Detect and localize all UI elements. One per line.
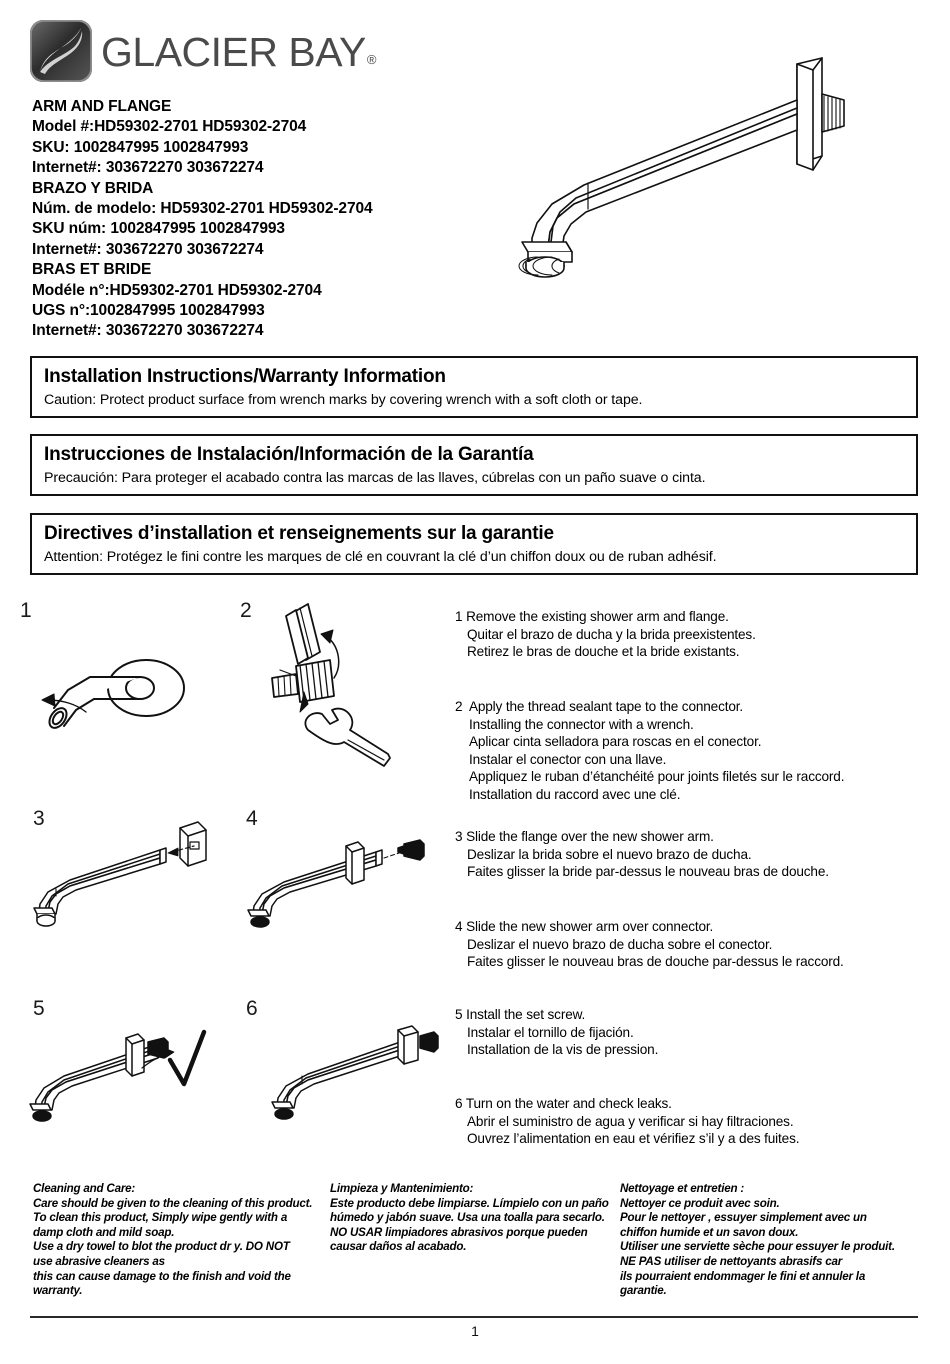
step-line: Deslizar la brida sobre el nuevo brazo de ducha.: [467, 846, 752, 862]
glacier-bay-swoosh-logo-icon: [30, 20, 92, 82]
figure-2: [238, 600, 453, 785]
step-line: Abrir el suministro de agua y verificar si hay filtraciones.: [467, 1113, 794, 1129]
threaded-connector-with-wrench-diagram-icon: [272, 604, 390, 766]
step-line: Retirez le bras de douche et la bride existants.: [467, 644, 740, 660]
step-line: Installation du raccord avec une clé.: [469, 786, 681, 802]
product-info-line: BRAZO Y BRIDA: [32, 179, 154, 197]
step-line: [455, 698, 915, 716]
figure-number: 3: [33, 807, 45, 830]
step-line: Instalar el tornillo de fijación.: [467, 1024, 634, 1040]
care-line: NE PAS utiliser de nettoyants abrasifs car: [620, 1254, 843, 1268]
care-line: húmedo y jabón suave. Usa una toalla para secarlo.: [330, 1211, 605, 1225]
figure-4: [238, 808, 463, 958]
step-number: 4: [455, 919, 463, 934]
step-number: 5: [455, 1007, 463, 1022]
care-line: damp cloth and mild soap.: [33, 1225, 175, 1239]
product-info-line: Internet#: 303672270 303672274: [32, 240, 264, 258]
brand-wordmark: [101, 28, 376, 75]
care-line: Cleaning and Care:: [33, 1182, 136, 1195]
figure-5: [18, 998, 243, 1153]
step-line: [455, 608, 915, 626]
care-line: Use a dry towel to blot the product dr y. DO NOT: [33, 1240, 290, 1254]
instruction-box-title: Instrucciones de Instalación/Información de la Garantía: [44, 444, 534, 465]
shower-arm-and-flange-illustration-icon: [488, 52, 878, 282]
figure-number: 6: [246, 997, 258, 1020]
step-number: 2: [455, 699, 463, 714]
brand-name: GLACIER BAY: [101, 28, 366, 75]
step-text: Remove the existing shower arm and flange.: [466, 609, 729, 624]
step-line: [455, 828, 915, 846]
new-shower-arm-with-flange-sliding-diagram-icon: [34, 822, 206, 926]
product-info-line: Núm. de modelo: HD59302-2701 HD59302-2704: [32, 200, 373, 218]
step-line: Quitar el brazo de ducha y la brida preexistentes.: [467, 626, 756, 642]
step-4: [455, 918, 915, 971]
figure-number: 5: [33, 997, 45, 1020]
step-line: Installation de la vis de pression.: [467, 1042, 659, 1058]
product-info-line: ARM AND FLANGE: [32, 98, 172, 115]
care-line: ils pourraient endommager le fini et annuler la: [620, 1269, 866, 1283]
step-3: [455, 828, 915, 881]
brand-logo: [30, 20, 375, 82]
cleaning-and-care-spanish: [330, 1182, 620, 1255]
step-text: Apply the thread sealant tape to the connector.: [468, 699, 744, 714]
step-line: [455, 1006, 915, 1024]
old-shower-arm-with-flange-removal-diagram-icon: [42, 660, 184, 731]
care-line: Nettoyage et entretien :: [620, 1182, 745, 1195]
step-number: 6: [455, 1096, 463, 1111]
figure-3: [18, 808, 243, 958]
step-line: Deslizar el nuevo brazo de ducha sobre el conector.: [467, 936, 773, 952]
step-5: [455, 1006, 915, 1059]
step-line: [455, 1095, 915, 1113]
product-info-line: SKU núm: 1002847995 1002847993: [32, 220, 285, 238]
set-screw-install-checkmark-diagram-icon: [30, 1032, 204, 1121]
care-line: warranty.: [33, 1284, 83, 1298]
completed-shower-arm-assembly-diagram-icon: [272, 1026, 438, 1119]
step-line: Aplicar cinta selladora para roscas en el conector.: [469, 734, 762, 750]
registered-mark-icon: ®: [366, 51, 376, 67]
product-identification-block: [32, 97, 502, 342]
step-line: Faites glisser le nouveau bras de douche par-dessus le raccord.: [467, 954, 844, 970]
instruction-box-spanish: [30, 434, 918, 496]
step-line: [455, 918, 915, 936]
care-line: this can cause damage to the finish and void the: [33, 1269, 291, 1283]
care-line: causar daños al acabado.: [330, 1240, 467, 1254]
care-line: Nettoyer ce produit avec soin.: [620, 1196, 780, 1210]
care-line: chiffon humide et un savon doux.: [620, 1225, 799, 1239]
product-info-line: BRAS ET BRIDE: [32, 261, 152, 279]
product-info-line: Model #:HD59302-2701 HD59302-2704: [32, 118, 307, 136]
step-text: Slide the new shower arm over connector.: [466, 919, 714, 934]
care-line: To clean this product, Simply wipe gently with a: [33, 1211, 288, 1225]
care-line: Utiliser une serviette sèche pour essuyer le produit.: [620, 1240, 895, 1254]
footer-divider: [30, 1316, 918, 1318]
step-2: [455, 698, 915, 804]
figure-number: 2: [240, 599, 252, 622]
care-line: Limpieza y Mantenimiento:: [330, 1182, 474, 1195]
step-line: Ouvrez l’alimentation en eau et vérifiez s’il y a des fuites.: [467, 1131, 800, 1147]
step-number: 3: [455, 829, 463, 844]
care-line: garantie.: [620, 1284, 667, 1298]
step-6: [455, 1095, 915, 1148]
instruction-box-english: [30, 356, 918, 418]
step-line: Instalar el conector con una llave.: [469, 751, 667, 767]
step-line: Faites glisser la bride par-dessus le nouveau bras de douche.: [467, 864, 829, 880]
product-info-line: SKU: 1002847995 1002847993: [32, 138, 249, 156]
instruction-box-title: Directives d’installation et renseignements sur la garantie: [44, 523, 554, 544]
cleaning-and-care-english: [33, 1182, 333, 1299]
care-line: Este producto debe limpiarse. Límpielo con un paño: [330, 1196, 609, 1210]
instruction-box-french: [30, 513, 918, 575]
cleaning-and-care-french: [620, 1182, 930, 1299]
care-line: Care should be given to the cleaning of this product.: [33, 1196, 313, 1210]
care-line: use abrasive cleaners as: [33, 1254, 165, 1268]
step-text: Install the set screw.: [466, 1007, 586, 1022]
figure-number: 1: [20, 599, 32, 622]
page-number: 1: [471, 1323, 479, 1339]
step-line: Appliquez le ruban d’étanchéité pour joints filetés sur le raccord.: [469, 769, 845, 785]
product-info-line: Internet#: 303672270 303672274: [32, 322, 264, 340]
care-line: Pour le nettoyer , essuyer simplement avec un: [620, 1211, 867, 1225]
instruction-box-caution: Attention: Protégez le fini contre les marques de clé en couvrant la clé d’un chiffon doux ou de ruban adhésif.: [44, 549, 717, 565]
product-info-line: Modéle n°:HD59302-2701 HD59302-2704: [32, 281, 322, 299]
figure-1: [18, 600, 233, 775]
instruction-box-title: Installation Instructions/Warranty Information: [44, 366, 446, 387]
step-text: Slide the flange over the new shower arm.: [466, 829, 714, 844]
step-number: 1: [455, 609, 463, 624]
step-line: Installing the connector with a wrench.: [469, 716, 694, 732]
shower-arm-with-connector-insert-diagram-icon: [248, 840, 424, 927]
figure-6: [238, 998, 463, 1153]
instruction-box-caution: Caution: Protect product surface from wrench marks by covering wrench with a soft cloth or tape.: [44, 392, 643, 408]
product-info-line: UGS n°:1002847995 1002847993: [32, 302, 265, 320]
step-text: Turn on the water and check leaks.: [465, 1096, 672, 1111]
care-line: NO USAR limpiadores abrasivos porque pueden: [330, 1225, 588, 1239]
instruction-box-caution: Precaución: Para proteger el acabado contra las marcas de las llaves, cúbrelas con un paño suave o cinta.: [44, 470, 706, 486]
product-info-line: Internet#: 303672270 303672274: [32, 159, 264, 177]
step-1: [455, 608, 915, 661]
figure-number: 4: [246, 807, 258, 830]
